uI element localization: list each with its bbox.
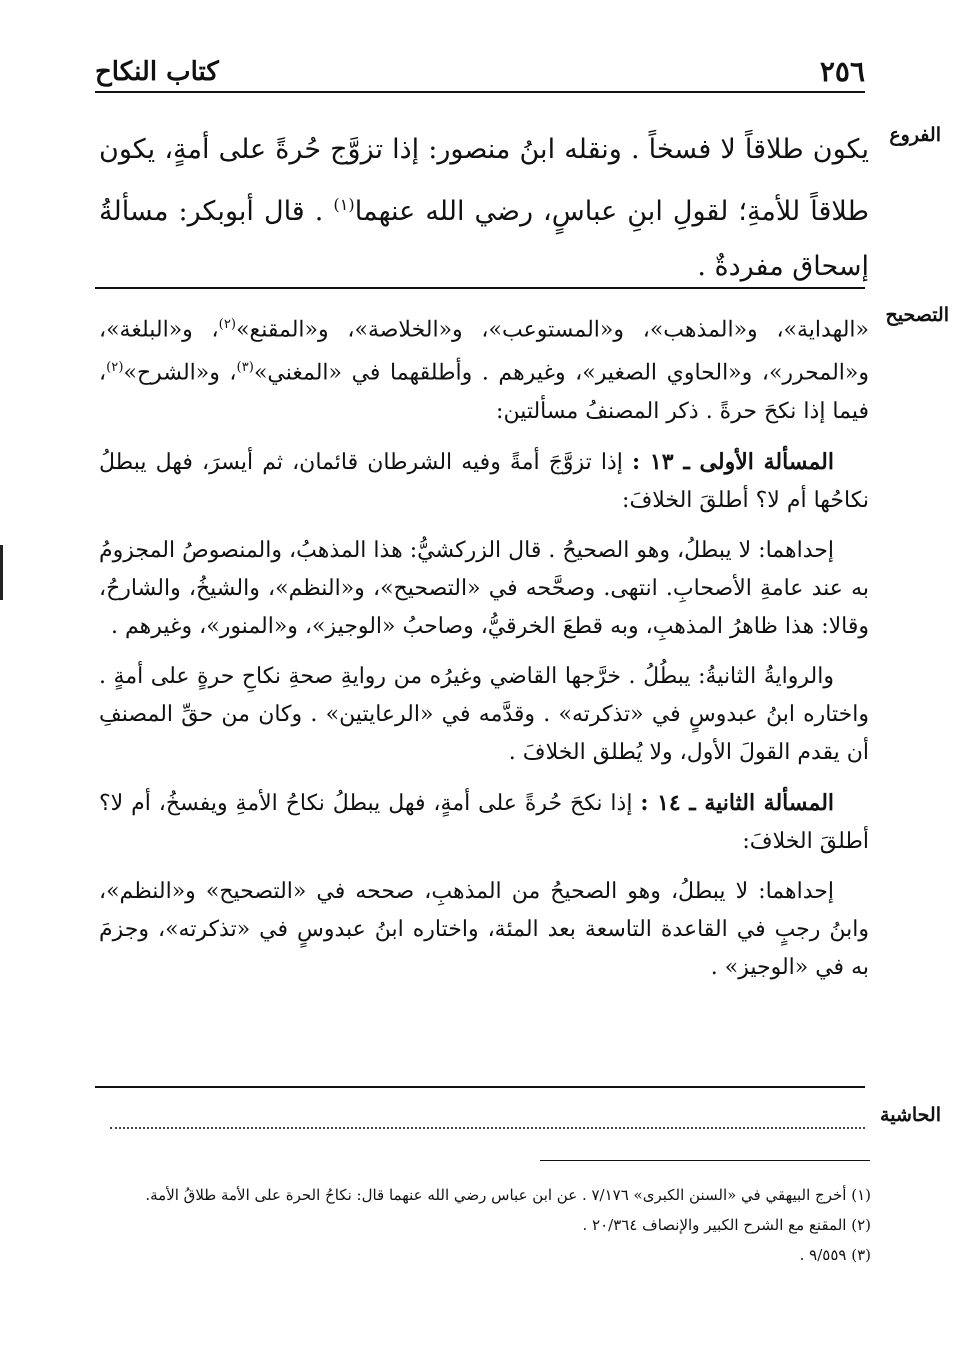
furu-text-part-1: يكون طلاقاً لا فسخاً . ونقله ابنُ منصور: إذا تزوَّج حُرةً على أمةٍ، يكون طلاقاً للأمةِ؛ لقولِ ابنِ عباسٍ، رضي الله عنهما: [99, 134, 869, 227]
footnote-ref: (٢): [106, 360, 124, 376]
footnote-ref: (٣): [236, 360, 254, 376]
section-divider: [95, 287, 865, 289]
tashih-intro-part-3: ، و«الشرح»: [123, 360, 237, 386]
tashih-intro-part-1: «الهداية»، و«المذهب»، و«المستوعب»، و«الخلاصة»، و«المقنع»: [236, 317, 869, 343]
issue-1-first-narration: إحداهما: لا يبطلُ، وهو الصحيحُ . قال الزركشيُّ: هذا المذهبُ، والمنصوصُ المجزومُ به عند عامةِ الأصحابِ. انتهى. وصحَّحه في «التصحيح»، و«النظم»، والشيخُ، والشارحُ، وقالا: هذا ظاهرُ المذهبِ، وبه قطعَ الخرقيُّ، وصاحبُ «الوجيز»، و«المنور»، وغيرهم .: [99, 537, 869, 639]
running-title: كتاب النكاح: [95, 57, 219, 87]
footnote-3: (٣) ٩/٥٥٩ .: [799, 1246, 871, 1264]
hashiya-dotted-line: [110, 1127, 865, 1129]
issue-2-first-narration: إحداهما: لا يبطلُ، وهو الصحيحُ من المذهبِ، صححه في «التصحيح» و«النظم»، وابنُ رجبٍ في القاعدة التاسعة بعد المئة، واختاره ابنُ عبدوسٍ في «تذكرته»، وجزمَ به في «الوجيز» .: [99, 878, 869, 980]
hashiya-label: الحاشية: [880, 1104, 941, 1126]
footnote-1: (١) أخرج البيهقي في «السنن الكبرى» ٧/١٧٦ . عن ابن عباس رضي الله عنهما قال: نكاحُ الحرة على الأمة طلاقُ الأمة.: [145, 1186, 871, 1204]
footnote-divider: [540, 1160, 870, 1161]
issue-2-text: إذا نكحَ حُرةً على أمةٍ، فهل يبطلُ نكاحُ الأمةِ ويفسخُ، أم لا؟ أطلقَ الخلافَ:: [99, 790, 869, 854]
issue-1-title: المسألة الأولى ـ ١٣ :: [632, 448, 834, 475]
issue-1-text: إذا تزوَّجَ أمةً وفيه الشرطان قائمان، ثم أيسرَ، فهل يبطلُ نكاحُها أم لا؟ أطلقَ الخلافَ:: [99, 449, 869, 513]
page-number: ٢٥٦: [819, 55, 865, 88]
tashih-intro-part-4: ، فيما إذا نكحَ حرةً . ذكر المصنفُ مسألتين:: [99, 360, 869, 424]
furu-text-part-2: . قال أبوبكر: مسألةُ إسحاق مفردةٌ .: [99, 196, 869, 282]
issue-1-second-narration: والروايةُ الثانيةُ: يبطُلُ . خرَّجها القاضي وغيرُه من روايةِ صحةِ نكاحِ حرةٍ على أمةٍ . واختاره ابنُ عبدوسٍ في «تذكرته» . وقدَّمه في «الرعايتين» . وكان من حقِّ المصنفِ أن يقدم القولَ الأول، ولا يُطلق الخلافَ .: [99, 663, 869, 765]
tashih-intro: [99, 306, 869, 431]
page-header: [95, 55, 865, 93]
tashih-text: [99, 306, 869, 999]
footnote-2: (٢) المقنع مع الشرح الكبير والإنصاف ٢٠/٣٦٤ .: [582, 1216, 871, 1234]
footnote-ref: (١): [333, 195, 355, 214]
footnote-ref: (٢): [218, 317, 237, 332]
scan-margin-mark: [0, 545, 3, 600]
tashih-intro-part-2: ، و«البلغة»، و«المحرر»، و«الحاوي الصغير»، وغيرهم . وأطلقهما في «المغني»: [99, 317, 869, 386]
footnotes: [101, 1180, 871, 1270]
section-divider: [95, 1086, 865, 1088]
tashih-label: التصحيح: [885, 304, 949, 326]
furu-label: الفروع: [889, 124, 941, 146]
issue-2: [99, 784, 869, 861]
issue-1: [99, 443, 869, 520]
furu-text: [99, 122, 869, 294]
issue-2-title: المسألة الثانية ـ ١٤ :: [640, 789, 835, 816]
